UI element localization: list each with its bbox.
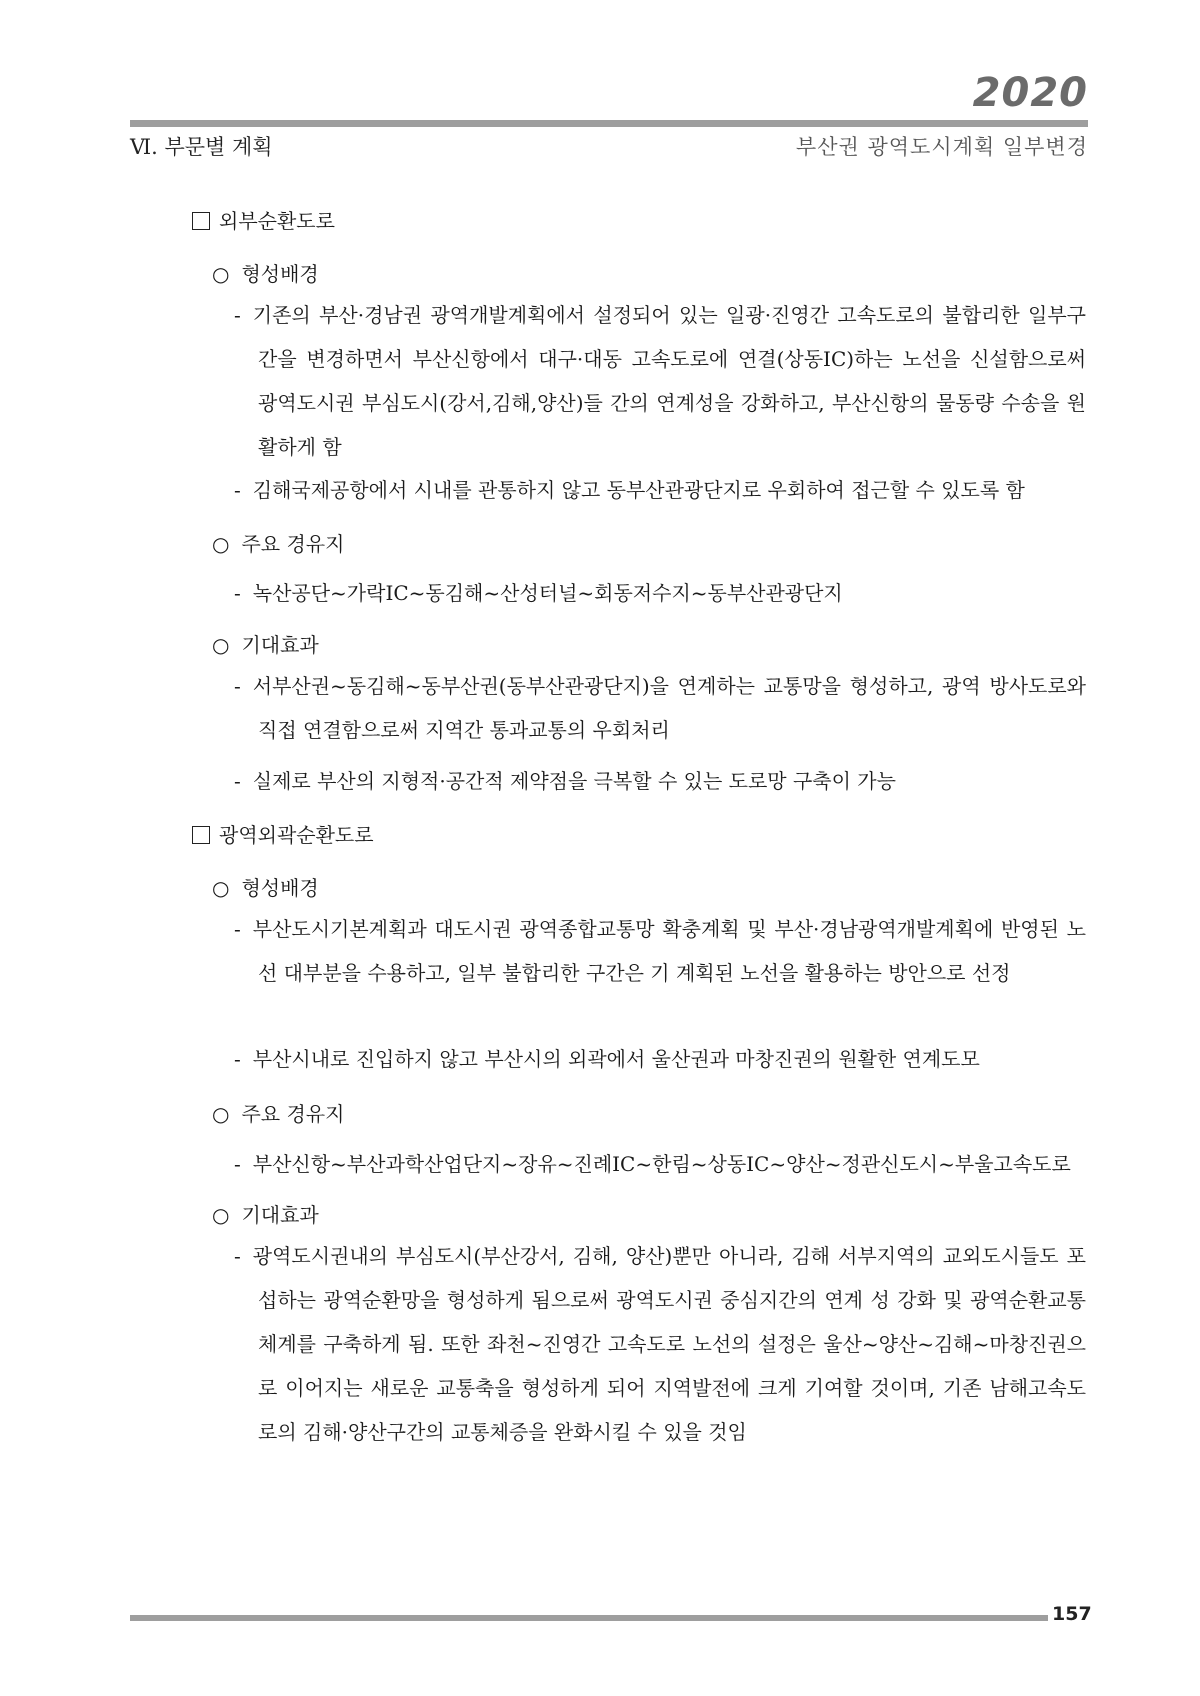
circle-bullet-icon: ○ bbox=[212, 876, 230, 900]
subsection-title: 주요 경유지 bbox=[241, 1102, 345, 1126]
list-item bbox=[234, 765, 896, 794]
header-divider bbox=[130, 120, 1088, 127]
year-label: 2020 bbox=[972, 70, 1088, 116]
list-item bbox=[234, 1043, 980, 1072]
dash-bullet-icon: - bbox=[234, 769, 241, 793]
section-heading bbox=[192, 205, 335, 234]
subsection-heading bbox=[212, 872, 319, 901]
checkbox-square-icon bbox=[192, 212, 210, 230]
dash-bullet-icon: - bbox=[234, 303, 241, 327]
list-item-text: 실제로 부산의 지형적·공간적 제약점을 극복할 수 있는 도로망 구축이 가능 bbox=[252, 769, 896, 793]
subsection-heading bbox=[212, 1199, 319, 1228]
subsection-title: 기대효과 bbox=[241, 633, 319, 657]
subsection-heading bbox=[212, 528, 344, 557]
circle-bullet-icon: ○ bbox=[212, 532, 230, 556]
subsection-title: 형성배경 bbox=[241, 876, 319, 900]
dash-bullet-icon: - bbox=[234, 1047, 241, 1071]
list-item bbox=[234, 577, 843, 606]
footer-divider bbox=[130, 1615, 1048, 1621]
circle-bullet-icon: ○ bbox=[212, 1102, 230, 1126]
document-subtitle: 부산권 광역도시계획 일부변경 bbox=[795, 135, 1088, 159]
list-item bbox=[234, 1234, 1086, 1454]
list-item bbox=[234, 474, 1025, 503]
dash-bullet-icon: - bbox=[234, 478, 241, 502]
subsection-title: 기대효과 bbox=[241, 1203, 319, 1227]
checkbox-square-icon bbox=[192, 826, 210, 844]
list-item bbox=[234, 664, 1086, 752]
subsection-title: 주요 경유지 bbox=[241, 532, 345, 556]
list-item-text: 녹산공단~가락IC~동김해~산성터널~회동저수지~동부산관광단지 bbox=[252, 581, 843, 605]
dash-bullet-icon: - bbox=[234, 581, 241, 605]
list-item-text: 부산시내로 진입하지 않고 부산시의 외곽에서 울산권과 마창진권의 원활한 연계도모 bbox=[252, 1047, 980, 1071]
list-item-text: 기존의 부산·경남권 광역개발계획에서 설정되어 있는 일광·진영간 고속도로의 불합리한 일부구간을 변경하면서 부산신항에서 대구·대동 고속도로에 연결(상동IC)하는 노선을 신설함으로써 광역도시권 부심도시(강서,김해,양산)들 간의 연계성을 강화하고, 부산신항의 물동량 수송을 원활하게 함 bbox=[252, 303, 1086, 459]
dash-bullet-icon: - bbox=[234, 1244, 241, 1268]
list-item bbox=[234, 293, 1086, 469]
circle-bullet-icon: ○ bbox=[212, 1203, 230, 1227]
subsection-heading bbox=[212, 258, 319, 287]
list-item-text: 부산신항~부산과학산업단지~장유~진례IC~한림~상동IC~양산~정관신도시~부울고속도로 bbox=[252, 1152, 1071, 1176]
circle-bullet-icon: ○ bbox=[212, 262, 230, 286]
list-item bbox=[234, 1148, 1071, 1177]
dash-bullet-icon: - bbox=[234, 917, 241, 941]
page-number: 157 bbox=[1052, 1603, 1092, 1625]
section-title: 광역외곽순환도로 bbox=[219, 823, 374, 847]
section-title: 외부순환도로 bbox=[219, 209, 335, 233]
list-item-text: 광역도시권내의 부심도시(부산강서, 김해, 양산)뿐만 아니라, 김해 서부지역의 교외도시들도 포섭하는 광역순환망을 형성하게 됨으로써 광역도시권 중심지간의 연계 성 강화 및 광역순환교통체계를 구축하게 됨. 또한 좌천~진영간 고속도로 노선의 설정은 울산~양산~김해~마창진권으로 이어지는 새로운 교통축을 형성하게 되어 지역발전에 크게 기여할 것이며, 기존 남해고속도로의 김해·양산구간의 교통체증을 완화시킬 수 있을 것임 bbox=[252, 1244, 1086, 1444]
list-item-text: 서부산권~동김해~동부산권(동부산관광단지)을 연계하는 교통망을 형성하고, 광역 방사도로와 직접 연결함으로써 지역간 통과교통의 우회처리 bbox=[252, 674, 1086, 742]
subsection-heading bbox=[212, 629, 319, 658]
circle-bullet-icon: ○ bbox=[212, 633, 230, 657]
chapter-title: Ⅵ. 부문별 계획 bbox=[130, 135, 273, 159]
list-item-text: 김해국제공항에서 시내를 관통하지 않고 동부산관광단지로 우회하여 접근할 수 있도록 함 bbox=[252, 478, 1025, 502]
subsection-heading bbox=[212, 1098, 344, 1127]
dash-bullet-icon: - bbox=[234, 1152, 241, 1176]
list-item bbox=[234, 907, 1086, 995]
subsection-title: 형성배경 bbox=[241, 262, 319, 286]
section-heading bbox=[192, 819, 374, 848]
dash-bullet-icon: - bbox=[234, 674, 241, 698]
list-item-text: 부산도시기본계획과 대도시권 광역종합교통망 확충계획 및 부산·경남광역개발계획에 반영된 노선 대부분을 수용하고, 일부 불합리한 구간은 기 계획된 노선을 활용하는 방안으로 선정 bbox=[252, 917, 1086, 985]
